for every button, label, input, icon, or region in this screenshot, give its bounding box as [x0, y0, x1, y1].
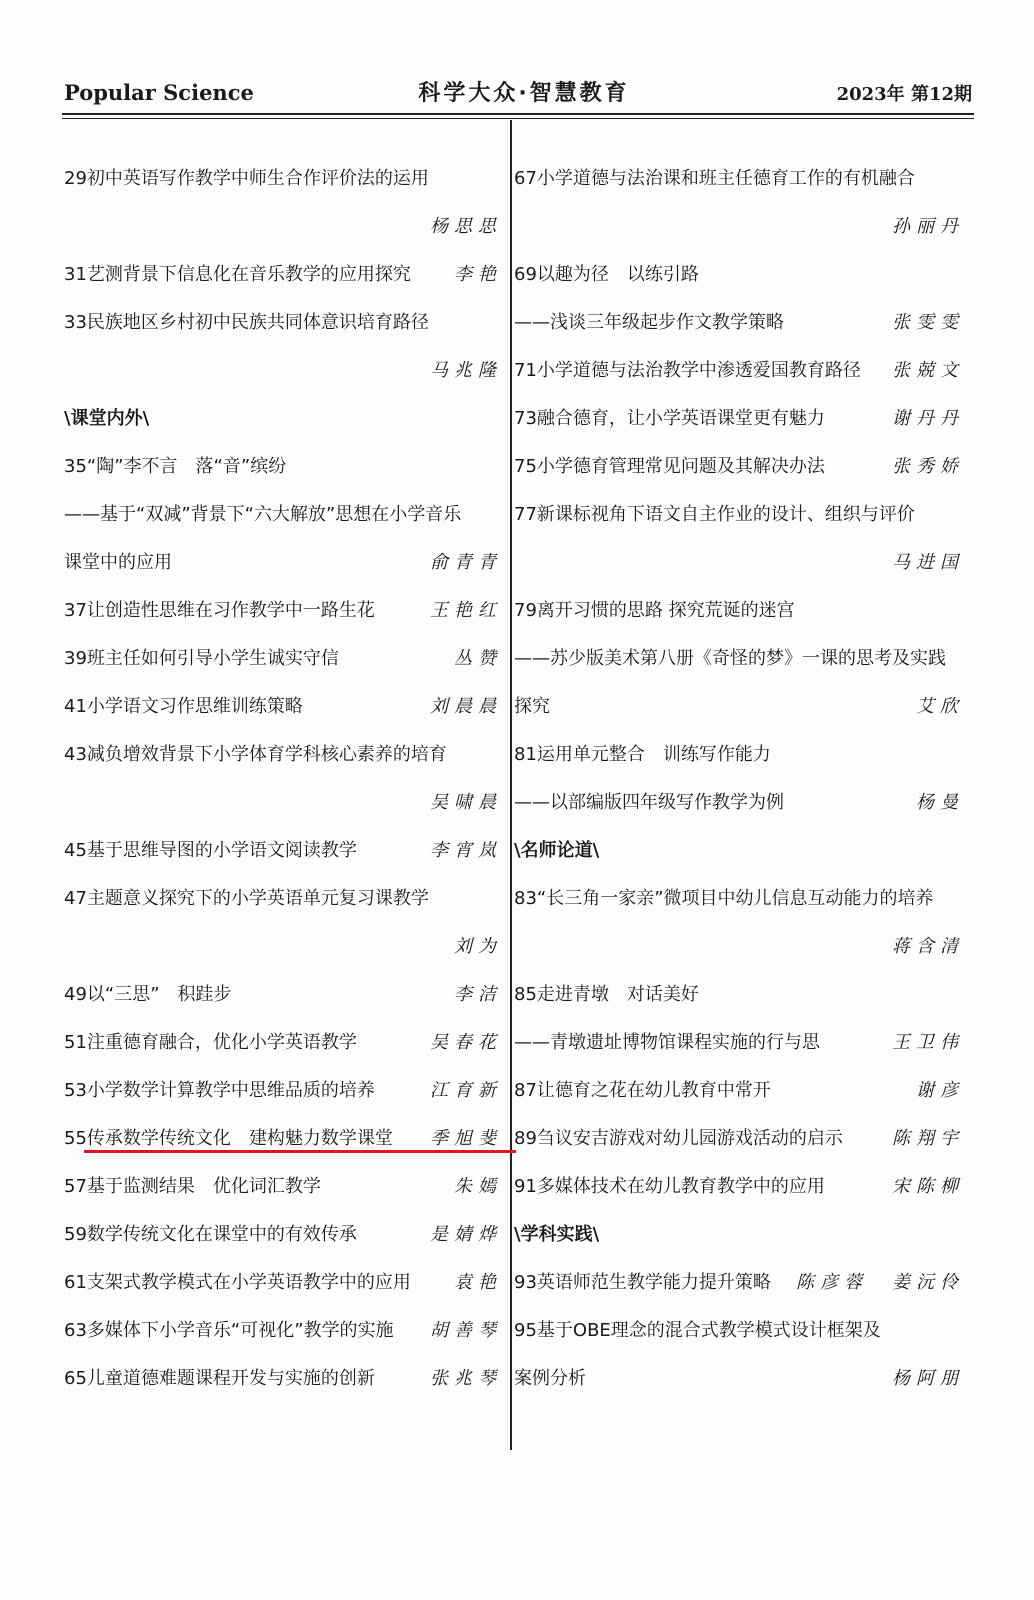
entry-title: 81运用单元整合 训练写作能力 [514, 744, 771, 765]
toc-entry [514, 1115, 966, 1163]
entry-title: 91多媒体技术在幼儿教育教学中的应用 [514, 1176, 825, 1197]
toc-entry [514, 539, 966, 587]
entry-title: ——以部编版四年级写作教学为例 [514, 792, 784, 813]
toc-entry [64, 971, 504, 1019]
entry-author: 杨阿朋 [892, 1368, 964, 1389]
entry-title: 55传承数学传统文化 建构魅力数学课堂 [64, 1128, 393, 1149]
entry-author: 江育新 [430, 1080, 502, 1101]
toc-entry [64, 731, 504, 779]
toc-entry [514, 875, 966, 923]
entry-title: 93英语师范生教学能力提升策略 [514, 1272, 771, 1293]
entry-title: 探究 [514, 696, 550, 717]
header-rule-thin [62, 118, 974, 119]
entry-title: 77新课标视角下语文自主作业的设计、组织与评价 [514, 504, 915, 525]
toc-entry [64, 539, 504, 587]
entry-title: ——基于“双减”背景下“六大解放”思想在小学音乐 [64, 504, 462, 525]
toc-entry [64, 683, 504, 731]
page-header [64, 70, 972, 110]
toc-entry [64, 1211, 504, 1259]
highlight-underline [84, 1150, 516, 1153]
entry-title: 案例分析 [514, 1368, 586, 1389]
entry-author: 李艳 [454, 264, 502, 285]
toc-entry [514, 347, 966, 395]
toc-entry [64, 347, 504, 395]
entry-title: 51注重德育融合，优化小学英语教学 [64, 1032, 357, 1053]
toc-entry [64, 635, 504, 683]
entry-title: 43减负增效背景下小学体育学科核心素养的培育 [64, 744, 447, 765]
toc-entry [514, 971, 966, 1019]
header-issue: 2023年 第12期 [836, 84, 972, 105]
entry-author: 陈翔宇 [892, 1128, 964, 1149]
entry-author: 宋陈柳 [892, 1176, 964, 1197]
header-journal-title: 科学大众·智慧教育 [418, 81, 630, 106]
entry-author: 马兆隆 [430, 360, 502, 381]
entry-author: 是婧烨 [430, 1224, 502, 1245]
toc-entry [64, 923, 504, 971]
header-english-title: Popular Science [64, 80, 254, 105]
entry-title: 57基于监测结果 优化词汇教学 [64, 1176, 321, 1197]
entry-title: 37让创造性思维在习作教学中一路生花 [64, 600, 375, 621]
toc-entry [64, 203, 504, 251]
entry-title: 79离开习惯的思路 探究荒诞的迷宫 [514, 600, 795, 621]
entry-author: 张雯雯 [892, 312, 964, 333]
toc-entry [514, 1355, 966, 1403]
toc-entry [64, 1259, 504, 1307]
toc-entry [514, 1019, 966, 1067]
toc-entry [514, 587, 966, 635]
entry-author: 张兢文 [892, 360, 964, 381]
entry-author: 吴春花 [430, 1032, 502, 1053]
entry-title: 67小学道德与法治课和班主任德育工作的有机融合 [514, 168, 915, 189]
entry-title: 89刍议安吉游戏对幼儿园游戏活动的启示 [514, 1128, 843, 1149]
entry-title: 47主题意义探究下的小学英语单元复习课教学 [64, 888, 429, 909]
toc-entry [64, 1307, 504, 1355]
toc-entry [514, 395, 966, 443]
entry-author: 张秀娇 [892, 456, 964, 477]
entry-author: 杨思思 [430, 216, 502, 237]
entry-title: 69以趣为径 以练引路 [514, 264, 699, 285]
entry-title: 39班主任如何引导小学生诚实守信 [64, 648, 339, 669]
entry-author: 李洁 [454, 984, 502, 1005]
toc-entry [514, 155, 966, 203]
entry-author: 俞青青 [430, 552, 502, 573]
entry-title: 75小学德育管理常见问题及其解决办法 [514, 456, 825, 477]
entry-author: 胡善琴 [430, 1320, 502, 1341]
entry-title: 31艺测背景下信息化在音乐教学的应用探究 [64, 264, 411, 285]
entry-author: 李宵岚 [430, 840, 502, 861]
entry-title: 83“长三角一家亲”微项目中幼儿信息互动能力的培养 [514, 888, 934, 909]
toc-entry [64, 1067, 504, 1115]
entry-title: 65儿童道德难题课程开发与实施的创新 [64, 1368, 375, 1389]
entry-title: ——青墩遗址博物馆课程实施的行与思 [514, 1032, 820, 1053]
column-divider [510, 120, 512, 1450]
toc-entry [64, 1355, 504, 1403]
entry-title: \课堂内外\ [64, 408, 150, 429]
toc-entry [64, 1163, 504, 1211]
toc-entry [64, 155, 504, 203]
entry-author: 季旭斐 [430, 1128, 502, 1149]
entry-author: 袁艳 [454, 1272, 502, 1293]
entry-title: ——苏少版美术第八册《奇怪的梦》一课的思考及实践 [514, 648, 946, 669]
toc-entry [514, 923, 966, 971]
toc-left-column [64, 155, 504, 1403]
section-heading [514, 1211, 966, 1259]
entry-author: 刘为 [454, 936, 502, 957]
toc-entry [64, 443, 504, 491]
entry-title: 29初中英语写作教学中师生合作评价法的运用 [64, 168, 429, 189]
section-heading [514, 827, 966, 875]
entry-author: 杨曼 [916, 792, 964, 813]
entry-author: 陈彦蓉 姜沅伶 [796, 1272, 964, 1293]
toc-entry [514, 635, 966, 683]
entry-title: 53小学数学计算教学中思维品质的培养 [64, 1080, 375, 1101]
toc-entry [514, 299, 966, 347]
entry-author: 王艳红 [430, 600, 502, 621]
entry-title: 87让德育之花在幼儿教育中常开 [514, 1080, 771, 1101]
entry-title: \学科实践\ [514, 1224, 600, 1245]
toc-entry [514, 683, 966, 731]
entry-title: 61支架式教学模式在小学英语教学中的应用 [64, 1272, 411, 1293]
toc-entry [514, 1163, 966, 1211]
entry-author: 艾欣 [916, 696, 964, 717]
toc-entry [64, 491, 504, 539]
toc-entry [64, 1115, 504, 1163]
toc-entry [514, 443, 966, 491]
entry-author: 蒋含清 [892, 936, 964, 957]
toc-entry [64, 587, 504, 635]
toc-entry [64, 299, 504, 347]
toc-entry [514, 491, 966, 539]
entry-title: 33民族地区乡村初中民族共同体意识培育路径 [64, 312, 429, 333]
entry-title: 35“陶”李不言 落“音”缤纷 [64, 456, 287, 477]
entry-author: 丛赞 [454, 648, 502, 669]
entry-title: 41小学语文习作思维训练策略 [64, 696, 303, 717]
toc-entry [64, 827, 504, 875]
entry-author: 谢彦 [916, 1080, 964, 1101]
toc-entry [514, 1259, 966, 1307]
toc-entry [514, 251, 966, 299]
toc-entry [514, 1307, 966, 1355]
entry-title: 49以“三思” 积跬步 [64, 984, 232, 1005]
entry-author: 吴啸晨 [430, 792, 502, 813]
entry-title: 85走进青墩 对话美好 [514, 984, 699, 1005]
toc-entry [514, 1067, 966, 1115]
entry-author: 孙丽丹 [892, 216, 964, 237]
entry-author: 王卫伟 [892, 1032, 964, 1053]
section-heading [64, 395, 504, 443]
entry-author: 朱嫣 [454, 1176, 502, 1197]
entry-author: 刘晨晨 [430, 696, 502, 717]
entry-title: 95基于OBE理念的混合式教学模式设计框架及 [514, 1320, 881, 1341]
entry-author: 张兆琴 [430, 1368, 502, 1389]
toc-entry [64, 779, 504, 827]
toc-entry [64, 875, 504, 923]
entry-title: 71小学道德与法治教学中渗透爱国教育路径 [514, 360, 861, 381]
header-rule-thick [62, 113, 974, 115]
entry-title: ——浅谈三年级起步作文教学策略 [514, 312, 784, 333]
entry-author: 谢丹丹 [892, 408, 964, 429]
toc-entry [514, 731, 966, 779]
toc-entry [64, 1019, 504, 1067]
entry-title: 45基于思维导图的小学语文阅读教学 [64, 840, 357, 861]
entry-title: 63多媒体下小学音乐“可视化”教学的实施 [64, 1320, 394, 1341]
toc-entry [64, 251, 504, 299]
entry-author: 马进国 [892, 552, 964, 573]
entry-title: 59数学传统文化在课堂中的有效传承 [64, 1224, 357, 1245]
toc-right-column [514, 155, 966, 1403]
entry-title: \名师论道\ [514, 840, 600, 861]
entry-title: 73融合德育，让小学英语课堂更有魅力 [514, 408, 825, 429]
entry-title: 课堂中的应用 [64, 552, 172, 573]
toc-entry [514, 779, 966, 827]
toc-entry [514, 203, 966, 251]
